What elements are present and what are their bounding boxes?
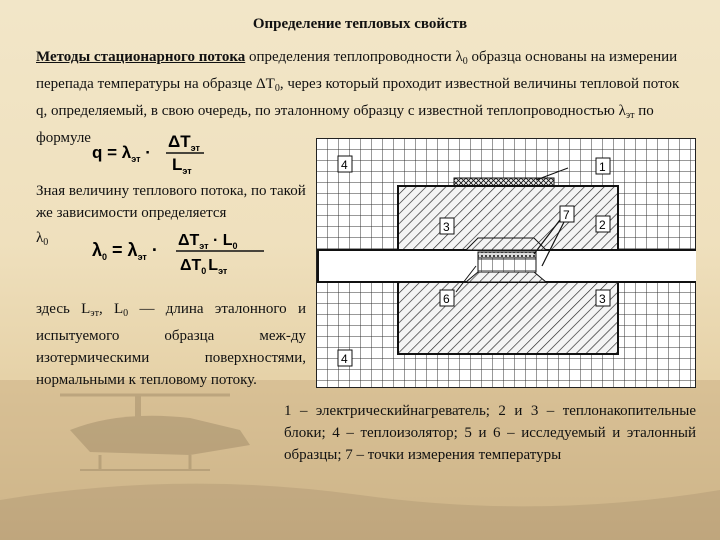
- p3-b-sub: 0: [123, 308, 129, 319]
- sample-5: [478, 252, 536, 258]
- label-3-upper: 3: [443, 220, 450, 234]
- lambda0-sym: λ: [36, 230, 44, 246]
- label-7: 7: [563, 208, 570, 222]
- label-2: 2: [599, 218, 606, 232]
- f2-eq: = λ: [107, 240, 138, 260]
- intro-text-2: образца основаны на измерении перепада температуры на образце ΔT: [36, 49, 678, 92]
- f1-den: L: [172, 155, 183, 174]
- sample-6: [478, 258, 536, 272]
- lambda0-symbol: [36, 230, 48, 248]
- intro-sub-2: эт: [625, 110, 635, 121]
- upper-taper: [466, 238, 546, 250]
- f2-dot: ·: [146, 240, 158, 260]
- f2-num-b-sub: 0: [232, 241, 238, 251]
- lambda0-sub: 0: [43, 237, 49, 248]
- f1-dot: ·: [140, 143, 151, 162]
- diagram-legend: 1 – электрическийнагреватель; 2 и 3 – теплонакопительные блоки; 4 – теплоизолятор; 5 и 6 – исследуемый и эталонный образцы; 7 – точки измерения температуры: [284, 403, 696, 463]
- f2-num-b: · L: [208, 232, 233, 249]
- p3-a-sub: эт: [90, 308, 99, 319]
- svg-text:Lэт: [172, 155, 192, 176]
- p3-c: — длина эталонного и испытуемого образца меж-ду изотермическими поверхностями, нормальными к тепловому потоку.: [36, 301, 306, 388]
- label-4-bottom: 4: [341, 352, 348, 366]
- formula-conductivity: [92, 228, 272, 278]
- f2-lhs: λ: [92, 240, 103, 260]
- f1-num: ΔT: [168, 132, 191, 151]
- f2-lhs-sub: 0: [102, 252, 108, 262]
- f1-lhs: q = λ: [92, 143, 132, 162]
- f2-den-b-sub: эт: [218, 266, 228, 276]
- intro-sub-1: 0: [274, 83, 280, 94]
- intro-text-4: по формуле: [36, 103, 654, 146]
- intro-sub-0: 0: [462, 56, 468, 67]
- p3-a: здесь L: [36, 301, 91, 317]
- method-name: Методы стационарного потока: [36, 49, 246, 65]
- lower-block: [398, 282, 618, 354]
- svg-text:ΔTэт: [168, 132, 200, 153]
- p3-b: , L: [98, 301, 124, 317]
- paragraph-lengths: [36, 298, 306, 391]
- label-6: 6: [443, 292, 450, 306]
- f1-num-sub: эт: [190, 143, 200, 153]
- label-4-top: 4: [341, 158, 348, 172]
- slide-title: Определение тепловых свойств: [252, 16, 468, 32]
- f2-den-a-sub: 0: [201, 266, 207, 276]
- f2-den-a: ΔT: [180, 257, 202, 274]
- svg-text:q = λэт ·: [92, 143, 151, 164]
- apparatus-diagram: [316, 138, 696, 388]
- svg-text:λ0 = λэт ·: [92, 240, 158, 262]
- f2-eq-sub: эт: [137, 252, 147, 262]
- f2-num-a: ΔT: [178, 232, 200, 249]
- paragraph-heat-flux: Зная величину теплового потока, по такой же зависимости определяется: [36, 183, 306, 221]
- formula-heat-flux: [92, 132, 212, 176]
- f2-den-b: L: [208, 257, 219, 274]
- label-1: 1: [599, 160, 606, 174]
- f1-den-sub: эт: [182, 166, 192, 176]
- intro-text-1: определения теплопроводности λ: [245, 49, 463, 65]
- f2-num-a-sub: эт: [199, 241, 209, 251]
- lower-taper: [466, 272, 546, 282]
- svg-text:ΔTэт · L0: [178, 232, 238, 251]
- label-3-lower: 3: [599, 292, 606, 306]
- f1-lhs-sub: эт: [131, 154, 141, 164]
- svg-text:ΔT0Lэт: [180, 257, 228, 276]
- intro-text-3: , через который проходит известной величины тепловой поток q, определяемый, в свою очередь, по эталонному образцу с известной теплопроводностью λ: [36, 76, 680, 119]
